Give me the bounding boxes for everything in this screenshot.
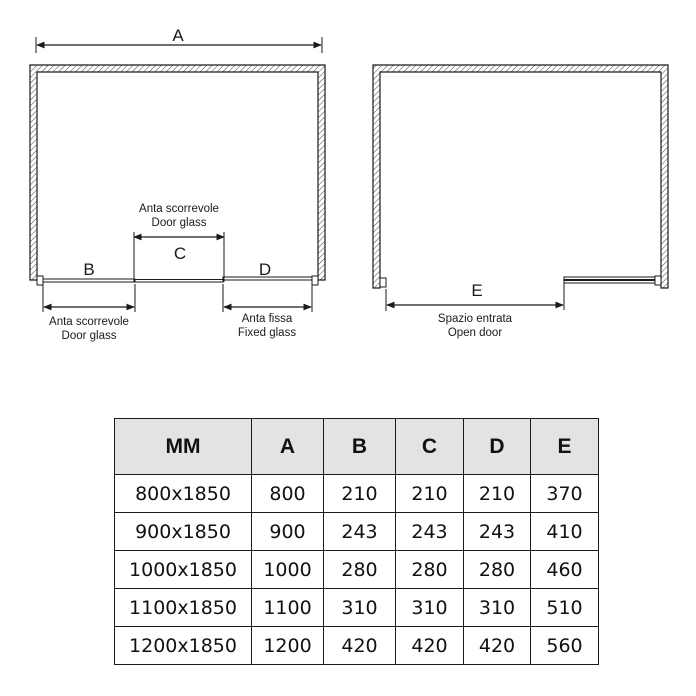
cell-e: 460 [531,551,599,589]
cell-e: 370 [531,475,599,513]
right-plan-wall-end-left [380,278,386,287]
cell-c: 243 [396,513,464,551]
table-row [115,513,599,551]
sliding-glass-b [43,279,135,282]
note-e-line-2: Open door [447,327,503,339]
sliding-glass-c [135,280,223,283]
cell-d: 280 [464,551,531,589]
table-row [115,627,599,665]
note-c-line-1: Anta scorrevole [139,203,219,215]
cell-b: 310 [324,589,396,627]
table-row [115,551,599,589]
cell-c: 420 [396,627,464,665]
cell-d: 210 [464,475,531,513]
cell-d: 243 [464,513,531,551]
cell-e: 560 [531,627,599,665]
dimension-label-d: D [258,260,272,279]
dimension-label-a: A [172,26,184,45]
cell-b: 210 [324,475,396,513]
cell-b: 280 [324,551,396,589]
header-mm: MM [115,419,252,475]
cell-c: 310 [396,589,464,627]
right-plan [373,65,668,339]
cell-d: 310 [464,589,531,627]
cell-size: 1100x1850 [115,589,252,627]
header-b: B [324,419,396,475]
dimension-label-c: C [173,244,187,263]
table-header-row [115,419,599,475]
cell-a: 1100 [252,589,324,627]
left-plan-wall-end-right [312,276,318,285]
cell-c: 210 [396,475,464,513]
cell-a: 900 [252,513,324,551]
table-row [115,589,599,627]
cell-b: 420 [324,627,396,665]
cell-a: 1200 [252,627,324,665]
note-b-line-1: Anta scorrevole [49,316,129,328]
note-e-line-1: Spazio entrata [437,313,513,325]
header-e: E [531,419,599,475]
table-row [115,475,599,513]
header-d: D [464,419,531,475]
note-d-line-1: Anta fissa [241,313,293,325]
cell-size: 1000x1850 [115,551,252,589]
cell-c: 280 [396,551,464,589]
dimension-label-b: B [83,260,95,279]
right-plan-wall [373,65,668,288]
note-b-line-2: Door glass [61,330,117,342]
dimension-label-e: E [471,281,483,300]
cell-a: 800 [252,475,324,513]
cell-b: 243 [324,513,396,551]
right-plan-wall-end-right [655,276,661,285]
cell-d: 420 [464,627,531,665]
cell-size: 1200x1850 [115,627,252,665]
cell-a: 1000 [252,551,324,589]
header-a: A [252,419,324,475]
stacked-glass-outer [564,277,655,280]
cell-e: 510 [531,589,599,627]
cell-size: 800x1850 [115,475,252,513]
note-c-line-2: Door glass [151,217,207,229]
left-plan [30,26,325,342]
note-d-line-2: Fixed glass [237,327,297,339]
cell-size: 900x1850 [115,513,252,551]
stacked-glass-inner [564,281,655,284]
left-plan-wall-end-left [37,276,43,285]
dimensions-table [114,418,599,665]
header-c: C [396,419,464,475]
cell-e: 410 [531,513,599,551]
